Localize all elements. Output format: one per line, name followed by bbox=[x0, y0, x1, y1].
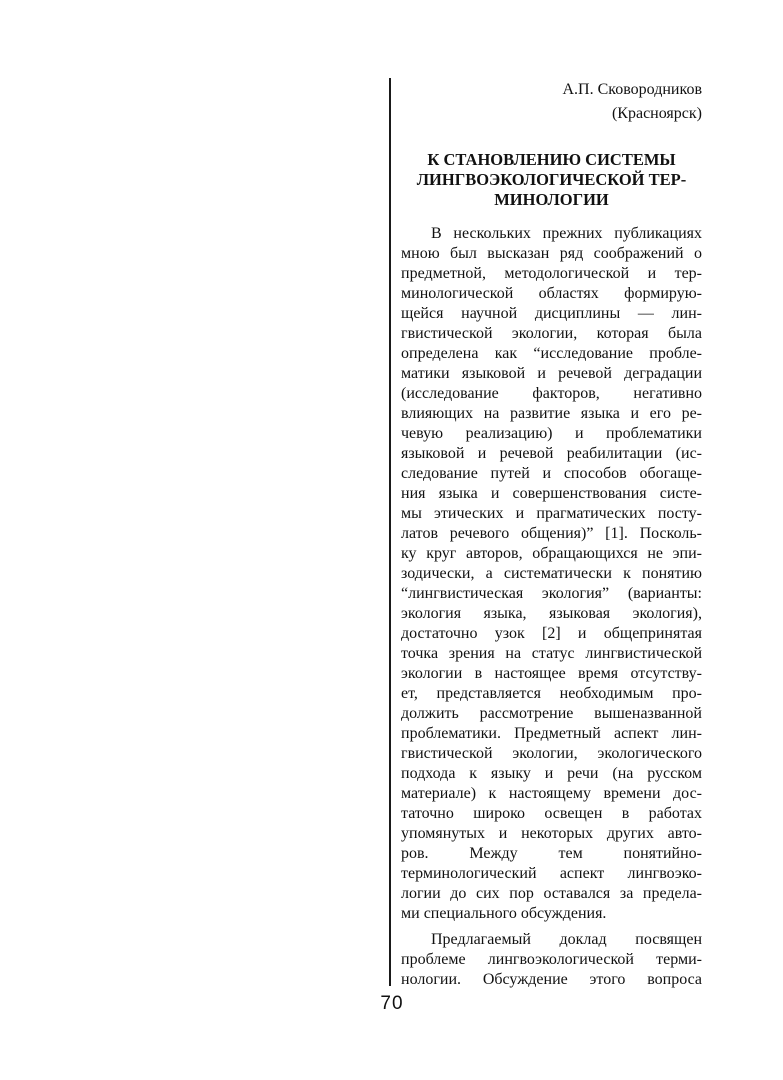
text-line: проблеме лингвоэкологической терми- bbox=[401, 951, 702, 968]
text-line: минологической областях формирую- bbox=[401, 285, 702, 302]
text-line: таточно широко освещен в работах bbox=[401, 805, 702, 822]
title-line: МИНОЛОГИИ bbox=[494, 190, 609, 209]
text-line: ния языка и совершенствования систе- bbox=[401, 485, 702, 502]
article-title bbox=[401, 150, 702, 210]
text-line: ку круг авторов, обращающихся не эпи- bbox=[401, 545, 702, 562]
text-line: зодически, а систематически к понятию bbox=[401, 565, 702, 582]
author-name: А.П. Сковородников bbox=[562, 81, 702, 98]
text-line: должить рассмотрение вышеназванной bbox=[401, 705, 702, 722]
page-number: 70 bbox=[380, 993, 404, 1014]
article-body bbox=[401, 224, 702, 990]
text-line: чевую реализацию) и проблематики bbox=[401, 425, 702, 442]
text-line: нологии. Обсуждение этого вопроса bbox=[401, 971, 702, 988]
text-line: проблематики. Предметный аспект лин- bbox=[401, 725, 702, 742]
text-line: мною был высказан ряд соображений о bbox=[401, 245, 702, 262]
text-line: мы этических и прагматических посту- bbox=[401, 505, 702, 522]
margin-rule bbox=[389, 78, 391, 986]
text-line: логии до сих пор оставался за предела- bbox=[401, 885, 702, 902]
text-line: ет, представляется необходимым про- bbox=[401, 685, 702, 702]
text-line: терминологический аспект лингвоэко- bbox=[401, 865, 702, 882]
text-line: влияющих на развитие языка и его ре- bbox=[401, 405, 702, 422]
text-line: (исследование факторов, негативно bbox=[401, 385, 702, 402]
text-line: ми специального обсуждения. bbox=[401, 905, 607, 922]
title-line: К СТАНОВЛЕНИЮ СИСТЕМЫ bbox=[427, 150, 676, 169]
text-line: материале) к настоящему времени дос- bbox=[401, 785, 702, 802]
text-line: Предлагаемый доклад посвящен bbox=[431, 931, 702, 948]
text-line: подхода к языку и речи (на русском bbox=[401, 765, 702, 782]
text-line: “лингвистическая экология” (варианты: bbox=[401, 585, 702, 602]
paragraph-1 bbox=[401, 224, 702, 924]
paragraph-2 bbox=[401, 930, 702, 990]
text-line: щейся научной дисциплины — лин- bbox=[401, 305, 702, 322]
text-line: упомянутых и некоторых других авто- bbox=[401, 825, 702, 842]
text-line: языковой и речевой реабилитации (ис- bbox=[401, 445, 702, 462]
text-line: гвистической экологии, экологического bbox=[401, 745, 702, 762]
text-line: достаточно узок [2] и общепринятая bbox=[401, 625, 702, 642]
text-line: В нескольких прежних публикациях bbox=[431, 225, 702, 242]
text-line: экология языка, языковая экология), bbox=[401, 605, 702, 622]
text-column bbox=[401, 80, 702, 990]
text-line: экологии в настоящее время отсутству- bbox=[401, 665, 702, 682]
text-line: следование путей и способов обогаще- bbox=[401, 465, 702, 482]
text-line: предметной, методологической и тер- bbox=[401, 265, 702, 282]
text-line: гвистической экологии, которая была bbox=[401, 325, 702, 342]
text-line: точка зрения на статус лингвистической bbox=[401, 645, 702, 662]
author-city: (Красноярск) bbox=[611, 105, 702, 122]
text-line: определена как “исследование пробле- bbox=[401, 345, 702, 362]
text-line: латов речевого общения)” [1]. Посколь- bbox=[401, 525, 702, 542]
title-line: ЛИНГВОЭКОЛОГИЧЕСКОЙ ТЕР- bbox=[416, 170, 687, 189]
text-line: матики языковой и речевой деградации bbox=[401, 365, 702, 382]
text-line: ров. Между тем понятийно- bbox=[401, 845, 702, 862]
